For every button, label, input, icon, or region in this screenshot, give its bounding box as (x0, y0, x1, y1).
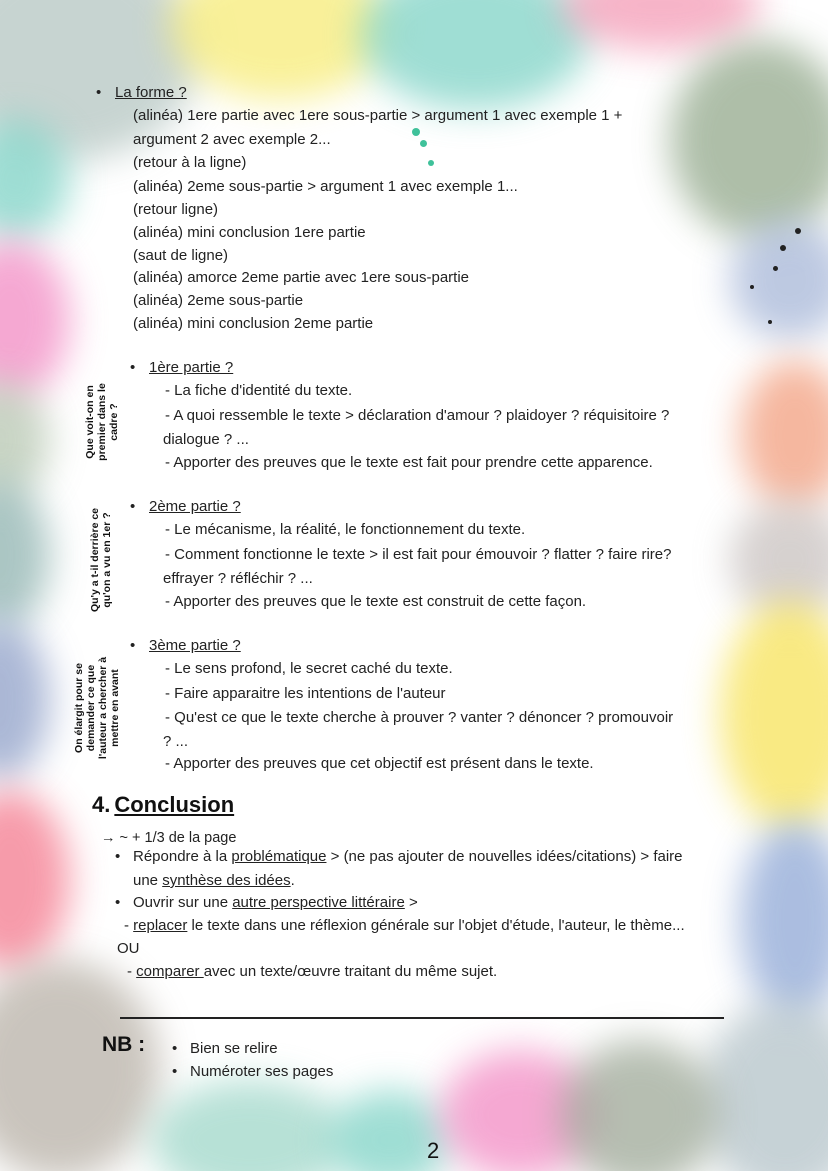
part1-title: 1ère partie ? (149, 359, 234, 376)
conclusion-bullet-2: Ouvrir sur une autre perspective littéraire > (133, 894, 418, 911)
part3-line: - Faire apparaitre les intentions de l'auteur (165, 685, 446, 702)
divider (120, 1017, 724, 1019)
forme-line: (saut de ligne) (133, 247, 229, 264)
nb-label: NB : (102, 1033, 146, 1056)
bullet-icon: • (115, 894, 121, 911)
forme-line: (alinéa) mini conclusion 1ere partie (133, 224, 366, 241)
bullet-icon: • (172, 1040, 178, 1057)
nb-item: Numéroter ses pages (190, 1063, 334, 1080)
part3-title: 3ème partie ? (149, 637, 241, 654)
part2-line: effrayer ? réfléchir ? ... (163, 570, 313, 587)
forme-line: (alinéa) 2eme sous-partie > argument 1 avec exemple 1... (133, 178, 518, 195)
bullet-icon: • (96, 84, 102, 101)
conclusion-comparer: - comparer avec un texte/œuvre traitant du même sujet. (127, 963, 498, 980)
forme-line: (retour ligne) (133, 201, 219, 218)
page-number: 2 (427, 1138, 440, 1163)
forme-line: (alinéa) 2eme sous-partie (133, 292, 304, 309)
conclusion-bullet-1: Répondre à la problématique > (ne pas ajouter de nouvelles idées/citations) > faire (133, 848, 683, 865)
bullet-icon: • (130, 498, 136, 515)
forme-line: argument 2 avec exemple 2... (133, 131, 331, 148)
conclusion-heading: 4. Conclusion (92, 792, 235, 817)
nb-item: Bien se relire (190, 1040, 278, 1057)
bullet-icon: • (130, 359, 136, 376)
part1-line: - A quoi ressemble le texte > déclaration d'amour ? plaidoyer ? réquisitoire ? (165, 407, 670, 424)
part2-title: 2ème partie ? (149, 498, 241, 515)
forme-line: (alinéa) amorce 2eme partie avec 1ere sous-partie (133, 269, 469, 286)
part1-line: - Apporter des preuves que le texte est fait pour prendre cette apparence. (165, 454, 653, 471)
part1-line: - La fiche d'identité du texte. (165, 382, 353, 399)
conclusion-replacer: - replacer le texte dans une réflexion générale sur l'objet d'étude, l'auteur, le thème... (124, 917, 685, 934)
part3-line: - Apporter des preuves que cet objectif est présent dans le texte. (165, 755, 594, 772)
part2-line: - Le mécanisme, la réalité, le fonctionnement du texte. (165, 521, 526, 538)
part1-line: dialogue ? ... (163, 431, 249, 448)
part3-side-note: On élargit pour se demander ce que l'auteur a chercher à mettre en avant (73, 656, 121, 760)
part3-line: ? ... (163, 733, 189, 750)
conclusion-length: → ~ + 1/3 de la page (101, 830, 237, 846)
forme-line: (retour à la ligne) (133, 154, 247, 171)
part2-side-note: Qu'y a t-il derrière ce qu'on a vu en 1er ? (89, 507, 113, 613)
forme-line: (alinéa) mini conclusion 2eme partie (133, 315, 374, 332)
conclusion-bullet-1-cont: une synthèse des idées. (133, 872, 295, 889)
part1-side-note: Que voit-on en premier dans le cadre ? (84, 383, 120, 461)
bullet-icon: • (115, 848, 121, 865)
part2-line: - Comment fonctionne le texte > il est fait pour émouvoir ? flatter ? faire rire? (165, 546, 672, 563)
part3-line: - Le sens profond, le secret caché du texte. (165, 660, 453, 677)
part3-line: - Qu'est ce que le texte cherche à prouver ? vanter ? dénoncer ? promouvoir (165, 709, 674, 726)
forme-title: La forme ? (115, 84, 187, 101)
part2-line: - Apporter des preuves que le texte est construit de cette façon. (165, 593, 587, 610)
bullet-icon: • (172, 1063, 178, 1080)
forme-line: (alinéa) 1ere partie avec 1ere sous-partie > argument 1 avec exemple 1 + (133, 107, 623, 124)
conclusion-ou: OU (117, 940, 140, 957)
bullet-icon: • (130, 637, 136, 654)
